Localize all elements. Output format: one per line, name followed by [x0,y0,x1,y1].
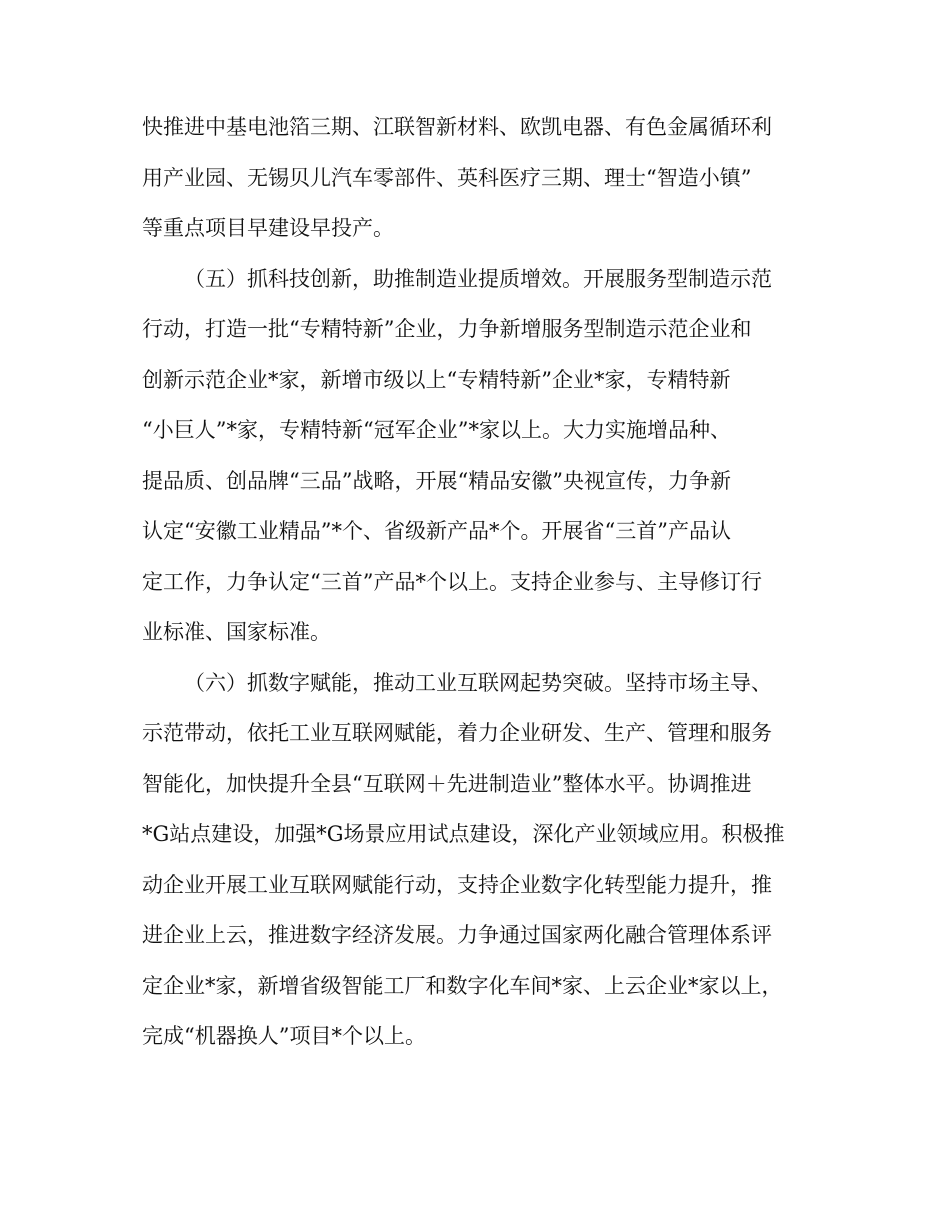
text-line: 定企业*家，新增省级智能工厂和数字化车间*家、上云企业*家以上， [142,973,783,998]
paragraph-2 [142,254,807,658]
text-line: “小巨人”*家，专精特新“冠军企业”*家以上。大力实施增品种、 [142,418,731,442]
text-line: 快推进中基电池箔三期、江联智新材料、欧凯电器、有色金属循环利 [142,115,772,139]
text-line: 创新示范企业*家，新增市级以上“专精特新”企业*家，专精特新 [142,367,731,392]
text-line: 智能化，加快提升全县“互联网＋先进制造业”整体水平。协调推进 [142,771,752,796]
paragraph-1 [142,102,807,254]
text-line: 进企业上云，推进数字经济发展。力争通过国家两化融合管理体系评 [142,923,772,947]
text-line: 行动，打造一批“专精特新”企业，力争新增服务型制造示范企业和 [142,317,752,341]
text-line: 动企业开展工业互联网赋能行动，支持企业数字化转型能力提升，推 [142,872,772,897]
text-line: 业标准、国家标准。 [142,620,331,644]
paragraph-3 [142,658,807,1062]
text-line: 完成“机器换人”项目*个以上。 [142,1024,426,1048]
text-line: （六）抓数字赋能，推动工业互联网起势突破。坚持市场主导、 [184,670,772,695]
text-line: 示范带动，依托工业互联网赋能，着力企业研发、生产、管理和服务 [142,721,772,745]
text-line: 认定“安徽工业精品”*个、省级新产品*个。开展省“三首”产品认 [142,519,731,543]
text-line: 定工作，力争认定“三首”产品*个以上。支持企业参与、主导修订行 [142,569,762,594]
text-line: 等重点项目早建设早投产。 [142,216,394,240]
text-line: 提品质、创品牌“三品”战略，开展“精品安徽”央视宣传，力争新 [142,468,731,493]
text-line: *G站点建设，加强*G场景应用试点建设，深化产业领域应用。积极推 [142,822,785,846]
document-body [142,102,807,1062]
text-line: （五）抓科技创新，助推制造业提质增效。开展服务型制造示范 [184,266,772,291]
text-line: 用产业园、无锡贝儿汽车零部件、英科医疗三期、理士“智造小镇” [142,165,752,190]
